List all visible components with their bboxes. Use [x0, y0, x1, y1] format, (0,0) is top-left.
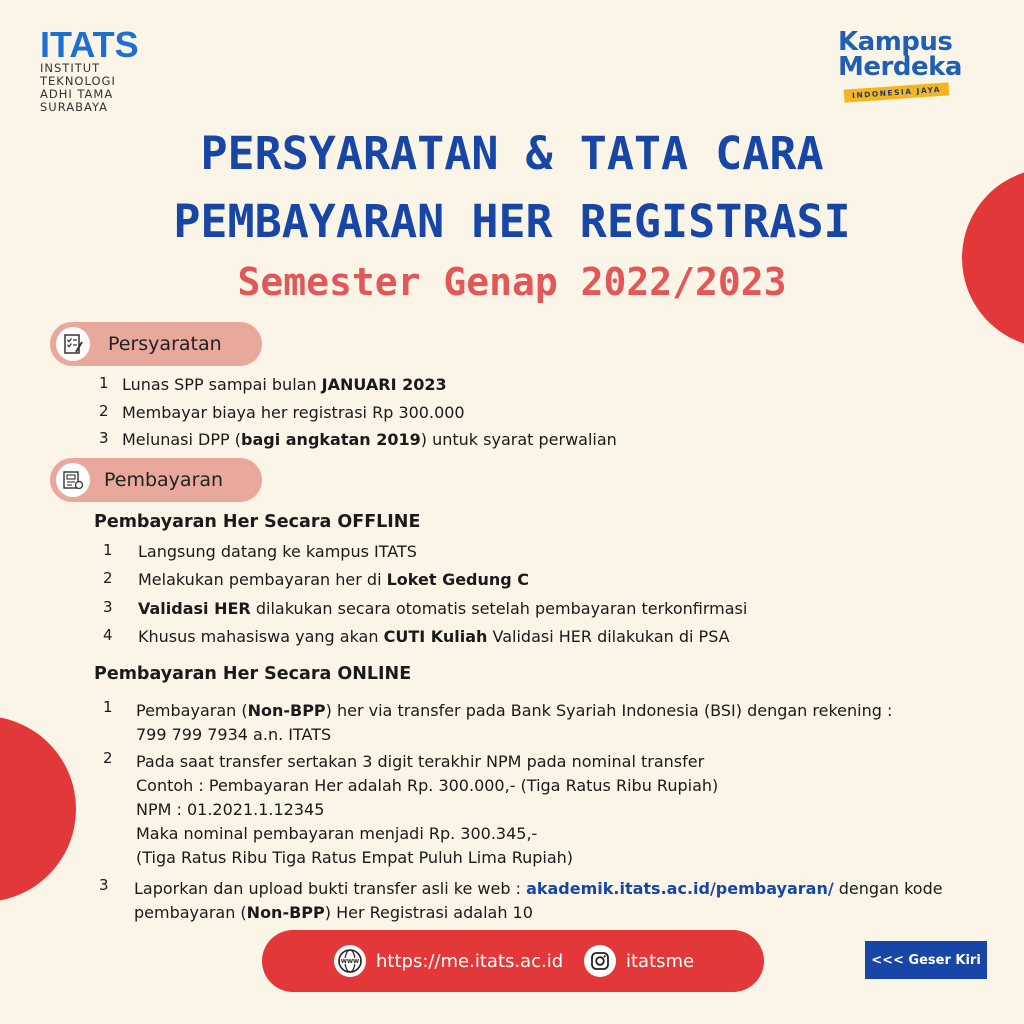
online-heading: Pembayaran Her Secara ONLINE — [94, 664, 412, 684]
item-text: Maka nominal pembayaran menjadi Rp. 300.345,- — [136, 824, 538, 843]
list-number: 1 — [103, 541, 113, 559]
item-text: Langsung datang ke kampus ITATS — [138, 542, 417, 561]
item-text: Melunasi DPP ( — [122, 430, 241, 449]
kampus-merdeka-line1: Kampus — [838, 27, 953, 57]
list-number: 1 — [103, 698, 113, 716]
list-number: 2 — [103, 749, 113, 767]
item-text: Validasi HER dilakukan di PSA — [487, 627, 730, 646]
list-number: 1 — [99, 374, 109, 392]
payment-card-icon — [56, 463, 90, 497]
list-number: 3 — [103, 598, 113, 616]
section-label-pembayaran: Pembayaran — [104, 469, 224, 491]
item-bold: Validasi HER — [138, 599, 251, 618]
account-number-text: 799 799 7934 a.n. ITATS — [136, 725, 332, 744]
item-bold: CUTI Kuliah — [383, 627, 488, 646]
instagram-handle: itatsme — [626, 950, 695, 972]
list-number: 3 — [99, 429, 109, 447]
section-pill-pembayaran — [50, 458, 262, 502]
logo-line: SURABAYA — [40, 100, 108, 114]
item-text: Lunas SPP sampai bulan — [122, 375, 322, 394]
list-item — [122, 401, 465, 425]
itats-logo-mark: ITATS — [40, 24, 139, 65]
instagram-link[interactable] — [584, 944, 694, 978]
item-bold: Loket Gedung C — [386, 570, 530, 589]
item-bold: Non-BPP — [247, 701, 326, 720]
item-text: ) untuk syarat perwalian — [420, 430, 617, 449]
logo-line: ADHI TAMA — [40, 87, 114, 101]
item-text: Pada saat transfer sertakan 3 digit terakhir NPM pada nominal transfer — [136, 752, 705, 771]
item-text: pembayaran ( — [134, 903, 247, 922]
list-item — [134, 877, 943, 925]
footer-contact-bar — [262, 930, 764, 992]
website-url: https://me.itats.ac.id — [376, 950, 564, 972]
checklist-icon — [56, 327, 90, 361]
svg-text:WWW: WWW — [340, 959, 360, 966]
page-title-line1: PERSYARATAN & TATA CARA — [200, 127, 824, 180]
item-text: dilakukan secara otomatis setelah pembayaran terkonfirmasi — [250, 599, 748, 618]
section-label-persyaratan: Persyaratan — [108, 333, 222, 355]
decorative-circle-left — [0, 716, 76, 902]
list-item — [122, 428, 617, 452]
list-number: 2 — [103, 569, 113, 587]
list-number: 4 — [103, 626, 113, 644]
item-text: dengan kode — [833, 879, 943, 898]
website-link[interactable] — [334, 944, 563, 978]
item-bold: Non-BPP — [246, 903, 325, 922]
item-text: Melakukan pembayaran her di — [138, 570, 387, 589]
swipe-left-button[interactable]: <<< Geser Kiri — [865, 941, 987, 979]
list-item — [136, 699, 892, 747]
www-globe-icon — [334, 945, 366, 977]
kampus-merdeka-ribbon: INDONESIA JAYA — [844, 82, 950, 102]
logo-line: TEKNOLOGI — [40, 74, 116, 88]
list-item — [138, 540, 417, 564]
item-text: Membayar biaya her registrasi Rp 300.000 — [122, 403, 465, 422]
list-item — [138, 568, 529, 592]
page-title-line2: PEMBAYARAN HER REGISTRASI — [173, 195, 851, 248]
item-bold: bagi angkatan 2019 — [241, 430, 421, 449]
offline-heading: Pembayaran Her Secara OFFLINE — [94, 512, 421, 532]
item-text: (Tiga Ratus Ribu Tiga Ratus Empat Puluh Lima Rupiah) — [136, 848, 574, 867]
logo-line: INSTITUT — [40, 61, 101, 75]
item-text: Pembayaran ( — [136, 701, 248, 720]
list-item — [138, 597, 747, 621]
item-bold: JANUARI 2023 — [321, 375, 447, 394]
list-item — [138, 625, 730, 649]
payment-link[interactable]: akademik.itats.ac.id/pembayaran/ — [526, 879, 834, 898]
item-text: ) Her Registrasi adalah 10 — [324, 903, 533, 922]
item-text: ) her via transfer pada Bank Syariah Indonesia (BSI) dengan rekening : — [325, 701, 893, 720]
list-number: 2 — [99, 402, 109, 420]
kampus-merdeka-line2: Merdeka — [838, 52, 962, 82]
kampus-merdeka-logo — [838, 27, 978, 101]
instagram-icon — [584, 945, 616, 977]
item-text: Contoh : Pembayaran Her adalah Rp. 300.000,- (Tiga Ratus Ribu Rupiah) — [136, 776, 719, 795]
decorative-circle-right — [962, 168, 1024, 348]
item-text: NPM : 01.2021.1.12345 — [136, 800, 325, 819]
page-subtitle: Semester Genap 2022/2023 — [237, 260, 787, 304]
section-pill-persyaratan — [50, 322, 262, 366]
list-item — [136, 750, 718, 870]
item-text: Laporkan dan upload bukti transfer asli ke web : — [134, 879, 527, 898]
item-text: Khusus mahasiswa yang akan — [138, 627, 384, 646]
list-number: 3 — [99, 876, 109, 894]
list-item — [122, 373, 447, 397]
itats-logo — [40, 24, 139, 114]
